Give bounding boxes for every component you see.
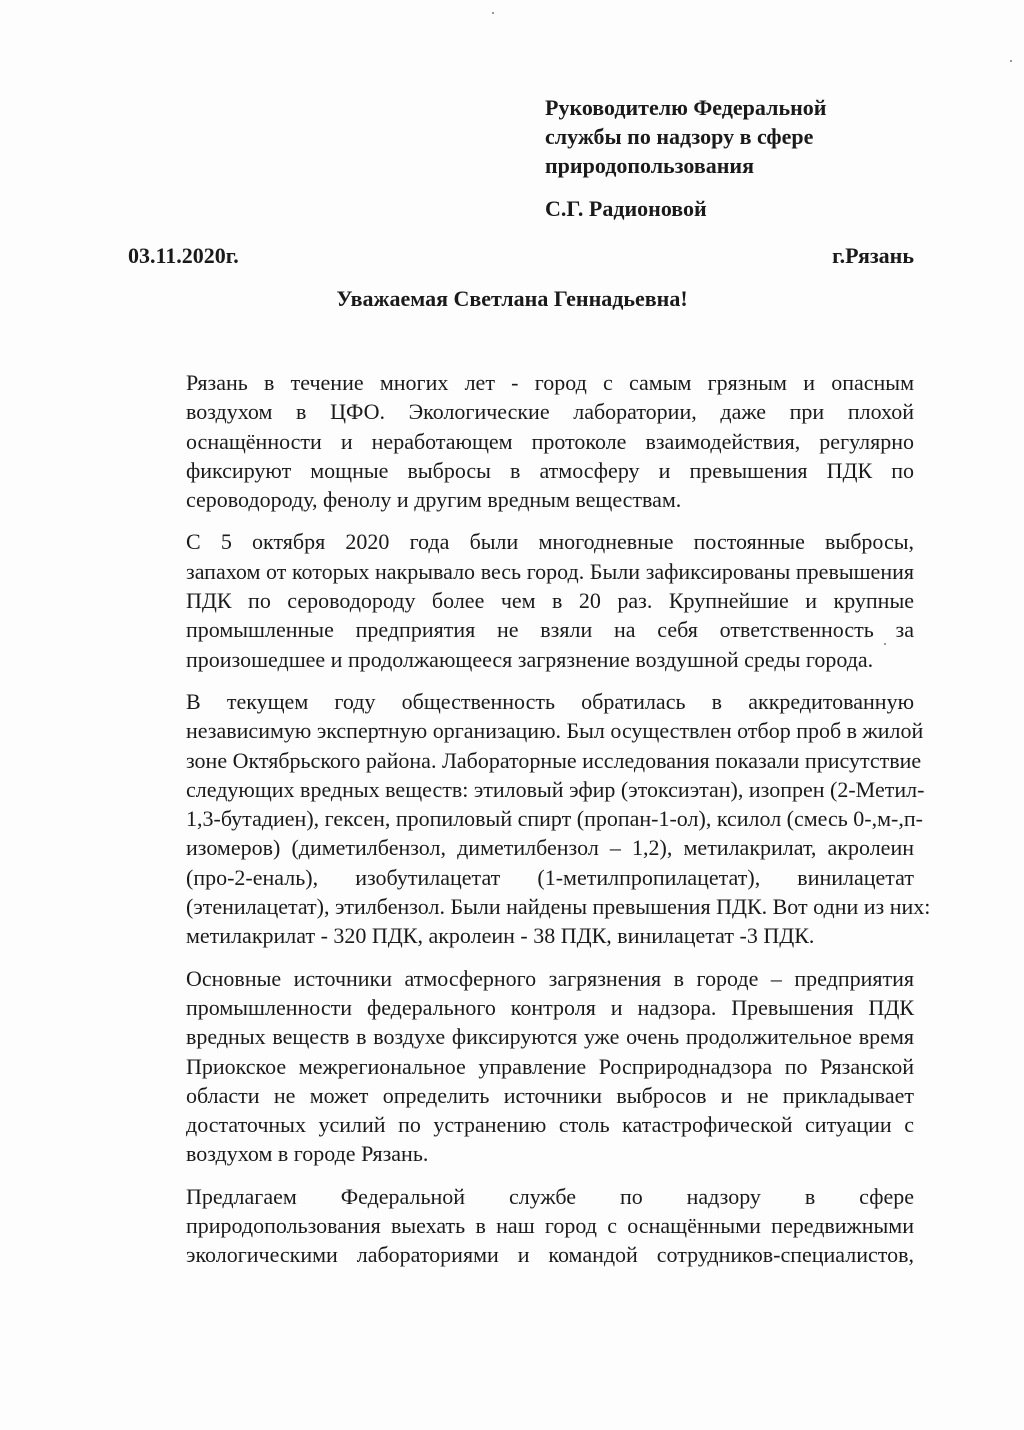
addressee-line: природопользования xyxy=(545,153,754,178)
text-line: области не может определить источники выбросов и не прикладывает xyxy=(186,1082,914,1108)
paragraph-3 xyxy=(128,687,931,951)
addressee-line: Руководителю Федеральной xyxy=(545,95,827,120)
text-line: ПДК по сероводороду более чем в 20 раз. Крупнейшие и крупные xyxy=(186,588,914,614)
text-line: С 5 октября 2020 года были многодневные постоянные выбросы, xyxy=(186,529,914,555)
letter-city: г.Рязань xyxy=(832,243,914,268)
addressee-name: С.Г. Радионовой xyxy=(545,196,707,221)
paragraph-1 xyxy=(128,368,914,514)
paragraph-4 xyxy=(128,964,914,1169)
text-line: оснащённости и неработающем протоколе взаимодействия, регулярно xyxy=(186,428,914,454)
addressee-block xyxy=(545,93,965,223)
text-line: следующих вредных веществ: этиловый эфир (этоксиэтан), изопрен (2-Метил- xyxy=(186,776,925,802)
text-line: достаточных усилий по устранению столь катастрофической ситуации с xyxy=(186,1112,914,1138)
text-line: Рязань в течение многих лет - город с самым грязным и опасным xyxy=(186,370,914,395)
text-line: независимую экспертную организацию. Был осуществлен отбор проб в жилой xyxy=(186,718,924,744)
text-line: Основные источники атмосферного загрязнения в городе – предприятия xyxy=(186,965,914,991)
salutation: Уважаемая Светлана Геннадьевна! xyxy=(336,286,688,311)
text-line: изомеров) (диметилбензол, диметилбензол – 1,2), метилакрилат, акролеин xyxy=(186,835,914,861)
letter-body xyxy=(128,368,931,1270)
text-line: сероводороду, фенолу и другим вредным веществам. xyxy=(186,487,682,513)
text-line: вредных веществ в воздухе фиксируются уже очень продолжительное время xyxy=(186,1024,914,1050)
text-line: фиксируют мощные выбросы в атмосферу и превышения ПДК по xyxy=(186,457,914,483)
paragraph-5 xyxy=(128,1182,914,1270)
paragraph-2 xyxy=(128,527,914,673)
text-line: воздухом в городе Рязань. xyxy=(186,1141,429,1167)
scan-speck xyxy=(492,12,494,14)
text-line: (этенилацетат), этилбензол. Были найдены превышения ПДК. Вот одни из них: xyxy=(186,894,931,920)
text-line: экологическими лабораториями и командой сотрудников-специалистов, xyxy=(186,1242,914,1268)
text-line: произошедшее и продолжающееся загрязнение воздушной среды города. xyxy=(186,646,874,672)
scan-speck xyxy=(1010,60,1012,62)
text-line: Предлагаем Федеральной службе по надзору в сфере xyxy=(186,1183,914,1209)
text-line: воздухом в ЦФО. Экологические лаборатории, даже при плохой xyxy=(186,399,914,425)
text-line: природопользования выехать в наш город с оснащёнными передвижными xyxy=(186,1213,914,1239)
text-line: 1,3-бутадиен), гексен, пропиловый спирт (пропан-1-ол), ксилол (смесь 0-,м-,п- xyxy=(186,806,923,832)
text-line: В текущем году общественность обратилась в аккредитованную xyxy=(186,688,914,714)
text-line: зоне Октябрьского района. Лабораторные исследования показали присутствие xyxy=(186,747,922,773)
scan-speck xyxy=(884,643,886,645)
letter-date: 03.11.2020г. xyxy=(128,243,239,268)
text-line: (про-2-еналь), изобутилацетат (1-метилпропилацетат), винилацетат xyxy=(186,864,914,890)
text-line: метилакрилат - 320 ПДК, акролеин - 38 ПДК, винилацетат -3 ПДК. xyxy=(186,923,815,949)
text-line: Приокское межрегиональное управление Росприроднадзора по Рязанской xyxy=(186,1053,914,1079)
text-line: промышленности федерального контроля и надзора. Превышения ПДК xyxy=(186,994,914,1020)
addressee-line: службы по надзору в сфере xyxy=(545,124,814,149)
text-line: промышленные предприятия не взяли на себя ответственность за xyxy=(186,617,914,643)
text-line: запахом от которых накрывало весь город. Были зафиксированы превышения xyxy=(186,558,914,584)
